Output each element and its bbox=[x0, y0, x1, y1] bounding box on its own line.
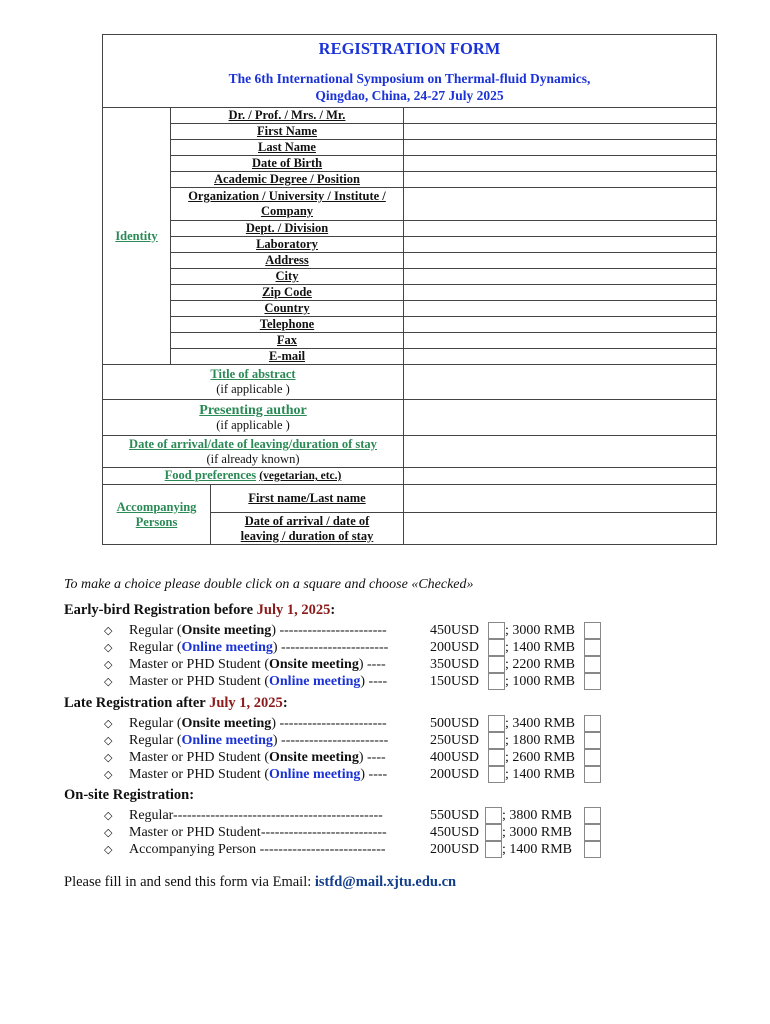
rmb-checkbox[interactable] bbox=[584, 656, 601, 673]
diamond-bullet-icon: ◇ bbox=[104, 810, 113, 822]
identity-field-input[interactable] bbox=[404, 333, 717, 349]
option-label-suffix: ) ---- bbox=[358, 750, 386, 765]
accompanying-name-input[interactable] bbox=[404, 485, 717, 513]
accompanying-stay-label-cell bbox=[211, 513, 404, 545]
option-price-rmb: ; 2200 RMB bbox=[505, 657, 576, 672]
option-label-suffix: ) ----------------------- bbox=[272, 733, 389, 748]
option-label-prefix: Regular ( bbox=[129, 623, 182, 638]
identity-field-label-cell bbox=[171, 333, 404, 349]
usd-checkbox[interactable] bbox=[488, 656, 505, 673]
usd-checkbox[interactable] bbox=[485, 807, 502, 824]
abstract-label: Title of abstract bbox=[210, 367, 296, 381]
accompanying-label-cell bbox=[103, 485, 211, 545]
form-header bbox=[103, 35, 717, 108]
food-label-cell bbox=[103, 468, 404, 485]
late-title: Late Registration after July 1, 2025: bbox=[64, 695, 288, 711]
option-label: Accompanying Person --------------------------- bbox=[129, 842, 386, 857]
diamond-bullet-icon: ◇ bbox=[104, 844, 113, 856]
contact-email[interactable]: istfd@mail.xjtu.edu.cn bbox=[314, 874, 457, 890]
identity-field-label-cell bbox=[171, 188, 404, 221]
option-label bbox=[129, 656, 386, 673]
option-price-usd: 200USD bbox=[430, 767, 480, 782]
usd-checkbox[interactable] bbox=[488, 749, 505, 766]
identity-field-label: Last Name bbox=[258, 140, 316, 154]
abstract-note: (if applicable ) bbox=[216, 382, 290, 396]
diamond-bullet-icon: ◇ bbox=[104, 676, 113, 688]
diamond-bullet-icon: ◇ bbox=[104, 718, 113, 730]
option-row bbox=[104, 715, 576, 732]
option-label bbox=[129, 639, 388, 656]
option-price-rmb: ; 3000 RMB bbox=[505, 623, 576, 638]
identity-label: Identity bbox=[115, 228, 158, 243]
identity-field-label: Laboratory bbox=[256, 237, 318, 251]
option-label bbox=[129, 622, 387, 639]
identity-field-label: E-mail bbox=[268, 349, 306, 363]
rmb-checkbox[interactable] bbox=[584, 807, 601, 824]
option-price-usd: 400USD bbox=[430, 750, 480, 765]
usd-checkbox[interactable] bbox=[488, 639, 505, 656]
rmb-checkbox[interactable] bbox=[584, 824, 601, 841]
identity-field-label: Zip Code bbox=[262, 285, 312, 299]
symposium-location: Qingdao, China, 24-27 July 2025 bbox=[315, 87, 504, 103]
option-meeting-mode: Online meeting bbox=[181, 640, 273, 655]
identity-field-input[interactable] bbox=[404, 188, 717, 221]
identity-field-input[interactable] bbox=[404, 221, 717, 237]
option-price-usd: 250USD bbox=[430, 733, 480, 748]
identity-field-input[interactable] bbox=[404, 269, 717, 285]
accompanying-name-label: First name/Last name bbox=[248, 491, 366, 505]
identity-label-cell bbox=[103, 108, 171, 365]
option-meeting-mode: Onsite meeting bbox=[181, 716, 272, 731]
identity-field-label: Address bbox=[265, 253, 309, 267]
early-bird-date: July 1, 2025 bbox=[256, 602, 331, 618]
identity-field-label: Academic Degree / Position bbox=[214, 172, 360, 186]
option-price-rmb: ; 1400 RMB bbox=[502, 842, 573, 857]
option-row bbox=[104, 766, 576, 783]
identity-field-label-cell bbox=[171, 285, 404, 301]
option-price-usd: 200USD bbox=[430, 842, 480, 857]
rmb-checkbox[interactable] bbox=[584, 732, 601, 749]
identity-field-label: City bbox=[275, 269, 299, 283]
option-label bbox=[129, 749, 386, 766]
identity-field-label: Organization / University / Institute / Company bbox=[188, 189, 386, 218]
accompanying-stay-input[interactable] bbox=[404, 513, 717, 545]
identity-field-label-cell bbox=[171, 140, 404, 156]
diamond-bullet-icon: ◇ bbox=[104, 827, 113, 839]
diamond-bullet-icon: ◇ bbox=[104, 769, 113, 781]
option-meeting-mode: Onsite meeting bbox=[181, 623, 272, 638]
option-price-rmb: ; 3000 RMB bbox=[502, 825, 573, 840]
option-label bbox=[129, 715, 387, 732]
option-price-rmb: ; 2600 RMB bbox=[505, 750, 576, 765]
option-label bbox=[129, 766, 387, 783]
identity-field-input[interactable] bbox=[404, 253, 717, 269]
late-date: July 1, 2025 bbox=[209, 695, 283, 711]
accompanying-name-label-cell bbox=[211, 485, 404, 513]
arrival-label-cell bbox=[103, 436, 404, 468]
usd-checkbox[interactable] bbox=[488, 732, 505, 749]
option-meeting-mode: Online meeting bbox=[269, 674, 361, 689]
option-price-usd: 500USD bbox=[430, 716, 480, 731]
identity-field-label: Telephone bbox=[259, 317, 315, 331]
arrival-note: (if already known) bbox=[206, 451, 300, 466]
option-label bbox=[129, 673, 387, 690]
option-row bbox=[104, 841, 573, 858]
instruction-text: To make a choice please double click on a square and choose «Checked» bbox=[64, 577, 474, 592]
usd-checkbox[interactable] bbox=[488, 673, 505, 690]
option-label-prefix: Regular ( bbox=[129, 640, 182, 655]
identity-field-label: Date of Birth bbox=[251, 156, 323, 170]
option-price-rmb: ; 1400 RMB bbox=[505, 767, 576, 782]
usd-checkbox[interactable] bbox=[488, 622, 505, 639]
identity-field-input[interactable] bbox=[404, 285, 717, 301]
identity-field-input[interactable] bbox=[404, 124, 717, 140]
usd-checkbox[interactable] bbox=[488, 715, 505, 732]
identity-field-input[interactable] bbox=[404, 140, 717, 156]
rmb-checkbox[interactable] bbox=[584, 749, 601, 766]
identity-field-label-cell bbox=[171, 237, 404, 253]
rmb-checkbox[interactable] bbox=[584, 639, 601, 656]
option-label-prefix: Regular ( bbox=[129, 733, 182, 748]
presenting-label-cell bbox=[103, 400, 404, 436]
option-row bbox=[104, 622, 576, 639]
option-row bbox=[104, 807, 573, 824]
option-price-rmb: ; 1000 RMB bbox=[505, 674, 576, 689]
rmb-checkbox[interactable] bbox=[584, 841, 601, 858]
option-price-usd: 350USD bbox=[430, 657, 480, 672]
option-label: Master or PHD Student--------------------------- bbox=[129, 825, 387, 840]
accompanying-stay-label-1: Date of arrival / date of bbox=[244, 513, 370, 528]
identity-field-label-cell bbox=[171, 156, 404, 172]
accompanying-label-2: Persons bbox=[135, 514, 178, 529]
option-label bbox=[129, 732, 388, 749]
presenting-label: Presenting author bbox=[199, 402, 307, 418]
option-price-usd: 150USD bbox=[430, 674, 480, 689]
diamond-bullet-icon: ◇ bbox=[104, 625, 113, 637]
option-meeting-mode: Onsite meeting bbox=[269, 750, 359, 765]
symposium-name: The 6th International Symposium on Thermal-fluid Dynamics, bbox=[228, 70, 591, 86]
identity-field-label-cell bbox=[171, 108, 404, 124]
food-note: (vegetarian, etc.) bbox=[259, 470, 342, 482]
abstract-input[interactable] bbox=[404, 365, 717, 400]
option-label-suffix: ) ---- bbox=[360, 767, 388, 782]
option-price-usd: 200USD bbox=[430, 640, 480, 655]
rmb-checkbox[interactable] bbox=[584, 715, 601, 732]
arrival-input[interactable] bbox=[404, 436, 717, 468]
registration-table bbox=[102, 34, 717, 545]
rmb-checkbox[interactable] bbox=[584, 622, 601, 639]
option-row bbox=[104, 824, 573, 841]
option-price-rmb: ; 3400 RMB bbox=[505, 716, 576, 731]
option-label: Regular--------------------------------------------- bbox=[129, 808, 383, 823]
option-label-suffix: ) ----------------------- bbox=[271, 623, 387, 638]
option-label-prefix: Master or PHD Student ( bbox=[129, 750, 269, 765]
identity-field-input[interactable] bbox=[404, 172, 717, 188]
identity-field-label-cell bbox=[171, 317, 404, 333]
usd-checkbox[interactable] bbox=[485, 824, 502, 841]
option-label-prefix: Master or PHD Student ( bbox=[129, 767, 269, 782]
option-row bbox=[104, 656, 576, 673]
identity-field-label: Fax bbox=[276, 333, 298, 347]
option-label-suffix: ) ----------------------- bbox=[272, 640, 389, 655]
diamond-bullet-icon: ◇ bbox=[104, 659, 113, 671]
abstract-label-cell bbox=[103, 365, 404, 400]
rmb-checkbox[interactable] bbox=[584, 673, 601, 690]
footer-text: Please fill in and send this form via Email: istfd@mail.xjtu.edu.cn bbox=[64, 874, 457, 890]
option-meeting-mode: Online meeting bbox=[181, 733, 273, 748]
food-label: Food preferences bbox=[164, 468, 257, 482]
rmb-checkbox[interactable] bbox=[584, 766, 601, 783]
identity-field-input[interactable] bbox=[404, 237, 717, 253]
identity-field-label-cell bbox=[171, 269, 404, 285]
option-label-prefix: Master or PHD Student ( bbox=[129, 657, 269, 672]
identity-field-label-cell bbox=[171, 124, 404, 140]
option-row bbox=[104, 732, 576, 749]
option-label-suffix: ) ---- bbox=[358, 657, 386, 672]
identity-field-input[interactable] bbox=[404, 156, 717, 172]
identity-field-input[interactable] bbox=[404, 317, 717, 333]
identity-field-label-cell bbox=[171, 301, 404, 317]
option-meeting-mode: Online meeting bbox=[269, 767, 361, 782]
identity-field-label-cell bbox=[171, 172, 404, 188]
option-row bbox=[104, 673, 576, 690]
arrival-label: Date of arrival/date of leaving/duration of stay bbox=[129, 436, 377, 451]
identity-field-label: Country bbox=[264, 301, 310, 315]
identity-field-label: First Name bbox=[256, 124, 318, 138]
option-label-prefix: Master or PHD Student ( bbox=[129, 674, 269, 689]
identity-field-input[interactable] bbox=[404, 108, 717, 124]
option-price-rmb: ; 3800 RMB bbox=[502, 808, 573, 823]
onsite-title: On-site Registration: bbox=[64, 787, 195, 803]
option-price-rmb: ; 1400 RMB bbox=[505, 640, 576, 655]
option-label-suffix: ) ----------------------- bbox=[271, 716, 387, 731]
option-price-usd: 550USD bbox=[430, 808, 480, 823]
usd-checkbox[interactable] bbox=[485, 841, 502, 858]
identity-field-label-cell bbox=[171, 221, 404, 237]
option-label-suffix: ) ---- bbox=[360, 674, 388, 689]
presenting-input[interactable] bbox=[404, 400, 717, 436]
option-price-rmb: ; 1800 RMB bbox=[505, 733, 576, 748]
identity-field-input[interactable] bbox=[404, 301, 717, 317]
usd-checkbox[interactable] bbox=[488, 766, 505, 783]
diamond-bullet-icon: ◇ bbox=[104, 752, 113, 764]
accompanying-stay-label-2: leaving / duration of stay bbox=[240, 528, 374, 543]
identity-field-label: Dr. / Prof. / Mrs. / Mr. bbox=[228, 108, 346, 122]
identity-field-label-cell bbox=[171, 253, 404, 269]
option-row bbox=[104, 639, 576, 656]
identity-field-label-cell bbox=[171, 349, 404, 365]
option-price-usd: 450USD bbox=[430, 825, 480, 840]
diamond-bullet-icon: ◇ bbox=[104, 735, 113, 747]
option-meeting-mode: Onsite meeting bbox=[269, 657, 359, 672]
early-bird-title: Early-bird Registration before July 1, 2025: bbox=[64, 602, 336, 618]
option-row bbox=[104, 749, 576, 766]
identity-field-label: Dept. / Division bbox=[245, 221, 329, 235]
accompanying-label-1: Accompanying bbox=[116, 499, 197, 514]
diamond-bullet-icon: ◇ bbox=[104, 642, 113, 654]
presenting-note: (if applicable ) bbox=[216, 417, 290, 432]
form-title: REGISTRATION FORM bbox=[318, 38, 501, 58]
identity-field-input[interactable] bbox=[404, 349, 717, 365]
food-input[interactable] bbox=[404, 468, 717, 485]
option-price-usd: 450USD bbox=[430, 623, 480, 638]
option-label-prefix: Regular ( bbox=[129, 716, 182, 731]
